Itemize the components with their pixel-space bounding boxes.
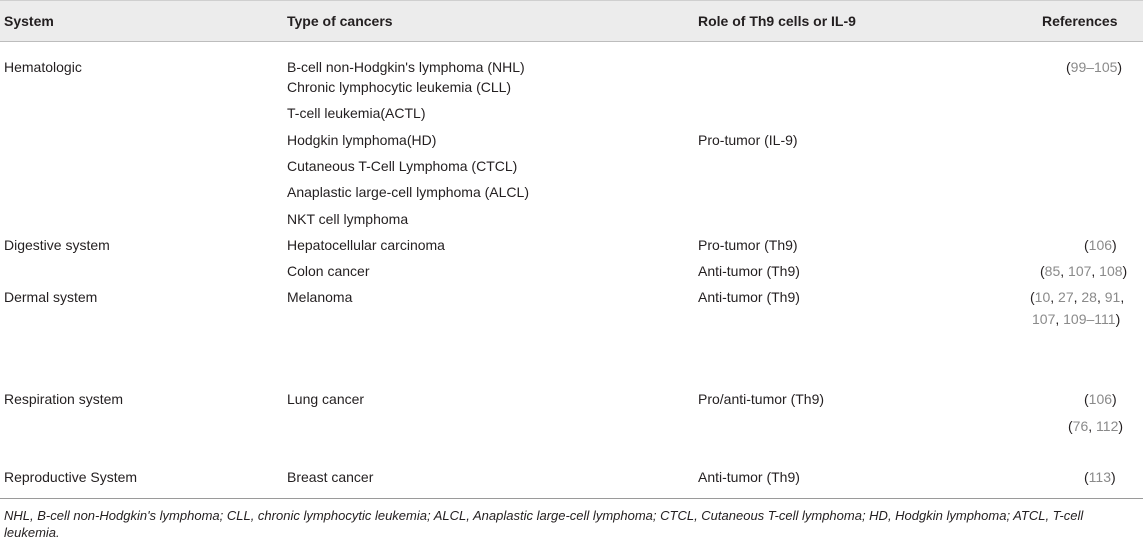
system-reproductive: Reproductive System — [4, 469, 138, 485]
role-hcc: Pro-tumor (Th9) — [698, 237, 798, 253]
cancer-hcc: Hepatocellular carcinoma — [287, 237, 445, 253]
ref-melanoma-line1: (10, 27, 28, 91, — [1030, 289, 1125, 305]
cancer-nkt: NKT cell lymphoma — [287, 211, 409, 227]
cancer-alcl: Anaplastic large-cell lymphoma (ALCL) — [287, 184, 529, 200]
cancer-ctcl: Cutaneous T-Cell Lymphoma (CTCL) — [287, 158, 518, 174]
table-bottom-rule — [0, 498, 1143, 499]
system-hematologic: Hematologic — [4, 59, 82, 75]
header-references: References — [1042, 13, 1118, 29]
role-melanoma: Anti-tumor (Th9) — [698, 289, 800, 305]
ref-melanoma-line2: 107, 109–111) — [1032, 311, 1121, 327]
table-header — [0, 0, 1143, 42]
ref-lung-2: (76, 112) — [1068, 418, 1124, 434]
ref-hcc: (106) — [1084, 237, 1117, 253]
table-footnote: NHL, B-cell non-Hodgkin's lymphoma; CLL, chronic lymphocytic leukemia; ALCL, Anaplastic large-cell lymphoma; CTCL, Cutaneous T-cell lymphoma; HD, Hodgkin lymphoma; ATCL, T-cell leukemia. — [4, 508, 1084, 540]
cancer-melanoma: Melanoma — [287, 289, 353, 305]
role-hematologic: Pro-tumor (IL-9) — [698, 132, 798, 148]
ref-colon: (85, 107, 108) — [1040, 263, 1128, 279]
header-system: System — [4, 13, 54, 29]
system-respiration: Respiration system — [4, 391, 124, 407]
cancer-colon: Colon cancer — [287, 263, 370, 279]
ref-lung-1: (106) — [1084, 391, 1117, 407]
system-digestive: Digestive system — [4, 237, 110, 253]
system-dermal: Dermal system — [4, 289, 98, 305]
header-type: Type of cancers — [287, 13, 393, 29]
cancer-hd: Hodgkin lymphoma(HD) — [287, 132, 437, 148]
cancer-actl: T-cell leukemia(ACTL) — [287, 105, 426, 121]
cancer-cll: Chronic lymphocytic leukemia (CLL) — [287, 79, 512, 95]
ref-hematologic: (99–105) — [1066, 59, 1123, 75]
header-role: Role of Th9 cells or IL-9 — [698, 13, 856, 29]
role-colon: Anti-tumor (Th9) — [698, 263, 800, 279]
cancer-lung: Lung cancer — [287, 391, 365, 407]
cancer-nhl: B-cell non-Hodgkin's lymphoma (NHL) — [287, 59, 525, 75]
ref-breast: (113) — [1084, 469, 1116, 485]
cancer-breast: Breast cancer — [287, 469, 374, 485]
role-breast: Anti-tumor (Th9) — [698, 469, 800, 485]
role-lung: Pro/anti-tumor (Th9) — [698, 391, 825, 407]
